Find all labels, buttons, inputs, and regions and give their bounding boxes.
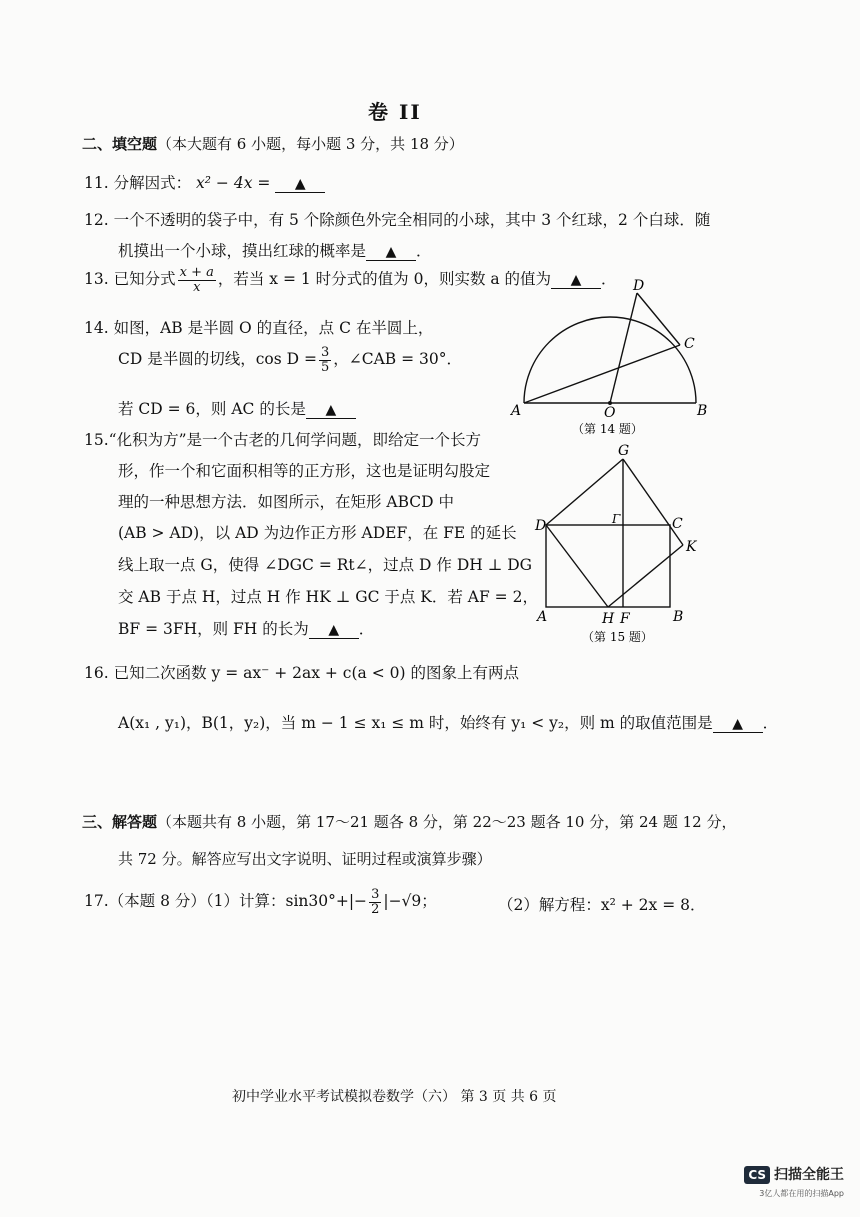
question-15-line7 (118, 617, 374, 639)
q15-line3: 理的一种思想方法．如图所示，在矩形 ABCD 中 (118, 493, 455, 511)
question-15 (84, 428, 481, 450)
label-e: Γ (612, 512, 621, 526)
question-16-line2 (118, 711, 778, 733)
label-a: A (537, 609, 548, 625)
question-14-line2 (118, 346, 462, 374)
section-2-heading (82, 133, 464, 154)
segment-gk (623, 459, 683, 545)
label-k: K (686, 539, 697, 555)
q14-fraction (319, 346, 331, 374)
q17-part2: （2）解方程：x² + 2x = 8． (498, 896, 706, 914)
q13-num: 13. (84, 270, 109, 289)
label-g: G (618, 443, 630, 459)
question-14-line3 (118, 397, 356, 419)
rectangle-abcd (546, 525, 670, 607)
q13-frac-denominator: x (193, 279, 201, 295)
camscanner-logo-icon: CS (744, 1166, 770, 1184)
label-c: C (684, 336, 695, 352)
figure-14-caption: （第 14 题） (572, 422, 643, 436)
q11-answer-blank: ▲ (275, 176, 325, 193)
label-b: B (673, 609, 684, 625)
section-2-desc: （本大题有 6 小题，每小题 3 分，共 18 分） (157, 135, 464, 153)
figure-15-caption: （第 15 题） (582, 630, 653, 644)
q14-num: 14. (84, 319, 109, 337)
q13-mid: ，若当 x = 1 时分式的值为 0，则实数 a 的值为 (217, 270, 552, 289)
q17-num: 17. (84, 892, 109, 911)
label-d: D (535, 518, 547, 534)
question-11 (84, 171, 325, 193)
q12-num: 12. (84, 211, 109, 229)
q14-frac-denominator: 5 (320, 359, 330, 375)
q12-line2: 机摸出一个小球，摸出红球的概率是 (118, 242, 367, 260)
label-d: D (633, 278, 645, 294)
section-3-desc-line2: 共 72 分。解答应写出文字说明、证明过程或演算步骤） (118, 850, 492, 868)
q16-num: 16. (84, 664, 109, 682)
q14-line3: 若 CD = 6，则 AC 的长是 (118, 400, 306, 418)
section-3-heading (82, 811, 736, 832)
q16-answer-blank: ▲ (713, 716, 763, 733)
segment-do (610, 293, 637, 403)
q15-line1: “化积为方”是一个古老的几何学问题，即给定一个长方 (108, 431, 482, 449)
section-3-desc: （本题共有 8 小题，第 17～21 题各 8 分，第 22～23 题各 10 分，第 24 题 12 分， (157, 813, 737, 831)
label-o: O (604, 405, 616, 421)
segment-ac (524, 345, 680, 403)
q13-answer-blank: ▲ (551, 272, 601, 289)
q15-num: 15. (84, 431, 109, 449)
semicircle-arc (524, 317, 696, 403)
q17-frac-numerator: 3 (371, 887, 380, 902)
q17-part1: （本题 8 分）（1）计算：sin30°+|− (108, 892, 368, 911)
q15-line5: 线上取一点 G，使得 ∠DGC = Rt∠，过点 D 作 DH ⊥ DG (118, 556, 533, 574)
q15-answer-blank: ▲ (309, 622, 359, 639)
page-footer: 初中学业水平考试模拟卷数学（六） 第 3 页 共 6 页 (232, 1089, 557, 1105)
figure-15 (528, 440, 708, 648)
q13-frac-numerator: x + a (179, 265, 214, 280)
q17-part1b: |−√9； (383, 892, 437, 911)
q12-end: ． (416, 242, 432, 260)
q14-frac-numerator: 3 (320, 345, 330, 360)
q15-line7: BF = 3FH，则 FH 的长为 (118, 620, 309, 638)
q13-fraction (178, 266, 216, 294)
q11-num: 11. (84, 174, 109, 192)
q15-end: ． (358, 620, 375, 638)
q17-fraction (369, 888, 381, 916)
segment-cd (637, 293, 680, 345)
q13-end: ． (601, 270, 617, 289)
q15-line2: 形，作一个和它面积相等的正方形，这也是证明勾股定 (118, 462, 491, 480)
section-2-label: 二、填空题 (82, 135, 158, 153)
q13-pre: 已知分式 (113, 270, 176, 289)
q12-line1: 一个不透明的袋子中，有 5 个除颜色外完全相同的小球，其中 3 个红球，2 个白球．随 (113, 211, 711, 229)
section-3-label: 三、解答题 (82, 813, 158, 831)
q14-answer-blank: ▲ (306, 402, 356, 419)
scanner-watermark (744, 1164, 844, 1198)
segment-hk (608, 545, 683, 607)
q11-text: 分解因式： (113, 174, 192, 192)
label-c: C (672, 516, 683, 532)
label-f: F (620, 611, 630, 627)
q16-end: ． (762, 714, 779, 732)
watermark-subtitle: 3亿人都在用的扫描App (759, 1189, 844, 1198)
q16-line1: 已知二次函数 y = ax⁻ + 2ax + c(a < 0) 的图象上有两点 (113, 664, 519, 682)
segment-dh (546, 525, 608, 607)
label-b: B (697, 403, 708, 419)
question-16 (84, 661, 519, 683)
volume-title: 卷 II (368, 100, 422, 124)
q15-line4: (AB > AD)，以 AD 为边作正方形 ADEF，在 FE 的延长 (118, 524, 517, 542)
question-14 (84, 316, 433, 338)
q14-line2a: CD 是半圆的切线，cos D = (118, 350, 317, 369)
label-a: A (511, 403, 522, 419)
label-h: H (602, 611, 615, 627)
q11-expr: x² − 4x = (196, 174, 271, 192)
watermark-name: 扫描全能王 (774, 1167, 844, 1183)
q17-frac-denominator: 2 (371, 901, 380, 917)
figure-14 (505, 272, 730, 442)
question-12-line2 (118, 239, 432, 261)
q16-line2: A(x₁ , y₁)，B(1，y₂)，当 m − 1 ≤ x₁ ≤ m 时，始终有 y₁ < y₂，则 m 的取值范围是 (118, 714, 713, 732)
q14-line2b: ，∠CAB = 30°． (333, 350, 462, 369)
question-17 (84, 888, 437, 916)
question-12 (84, 208, 710, 230)
q15-line6: 交 AB 于点 H，过点 H 作 HK ⊥ GC 于点 K．若 AF = 2， (118, 588, 538, 606)
q14-line1: 如图，AB 是半圆 O 的直径，点 C 在半圆上， (113, 319, 434, 337)
q12-answer-blank: ▲ (366, 244, 416, 261)
